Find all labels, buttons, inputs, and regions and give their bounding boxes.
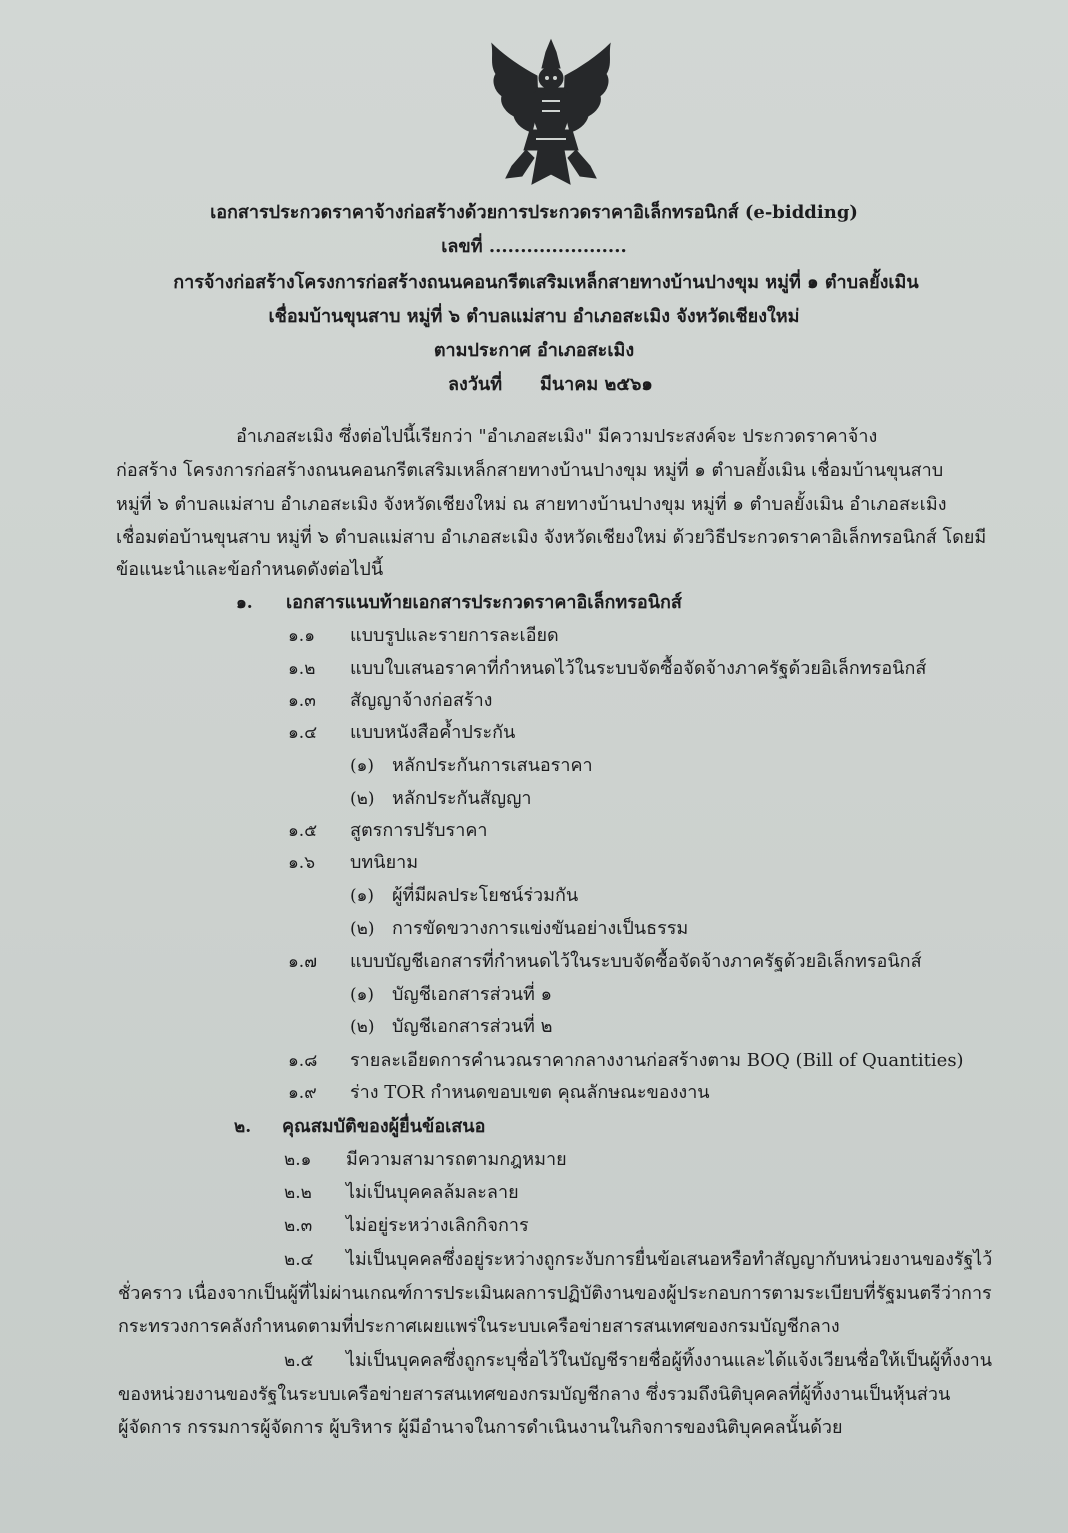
item-number: ๑.๘ [288,1051,318,1071]
subitem-text: ผู้ที่มีผลประโยชน์ร่วมกัน [392,885,579,906]
item-continuation: ผู้จัดการ กรรมการผู้จัดการ ผู้บริหาร ผู้มีอำนาจในการดำเนินงานในกิจการของนิติบุคคลนั้นด้วย [118,1417,843,1438]
subitem-text: หลักประกันการเสนอราคา [392,755,593,776]
subitem-text: การขัดขวางการแข่งขันอย่างเป็นธรรม [392,918,689,939]
item-text: ไม่เป็นบุคคลซึ่งถูกระบุชื่อไว้ในบัญชีรายชื่อผู้ทิ้งงานและได้แจ้งเวียนชื่อให้เป็นผู้ทิ้งงาน [346,1350,992,1371]
intro-line-5: ข้อแนะนำและข้อกำหนดดังต่อไปนี้ [116,559,384,580]
garuda-emblem-icon [482,38,620,190]
item-text: แบบใบเสนอราคาที่กำหนดไว้ในระบบจัดซื้อจัดจ้างภาครัฐด้วยอิเล็กทรอนิกส์ [350,658,927,679]
subitem-number: (๒) [350,1017,375,1037]
intro-line-2: ก่อสร้าง โครงการก่อสร้างถนนคอนกรีตเสริมเหล็กสายทางบ้านปางขุม หมู่ที่ ๑ ตำบลยั้งเมิน เชื่อมบ้านขุนสาบ [116,460,944,481]
item-text: ไม่เป็นบุคคลซึ่งอยู่ระหว่างถูกระงับการยื่นข้อเสนอหรือทำสัญญากับหน่วยงานของรัฐไว้ [346,1249,993,1270]
project-title-line-1: การจ้างก่อสร้างโครงการก่อสร้างถนนคอนกรีตเสริมเหล็กสายทางบ้านปางขุม หมู่ที่ ๑ ตำบลยั้งเมิน [173,272,919,293]
subitem-number: (๒) [350,789,375,809]
item-continuation: ของหน่วยงานของรัฐในระบบเครือข่ายสารสนเทศของกรมบัญชีกลาง ซึ่งรวมถึงนิติบุคคลที่ผู้ทิ้งงานเป็นหุ้นส่วน [118,1384,951,1405]
section-2-number: ๒. [234,1117,252,1137]
intro-line-4: เชื่อมต่อบ้านขุนสาบ หมู่ที่ ๖ ตำบลแม่สาบ อำเภอสะเมิง จังหวัดเชียงใหม่ ด้วยวิธีประกวดราคาอิเล็กทรอนิกส์ โดยมี [116,527,987,548]
item-text: ร่าง TOR กำหนดขอบเขต คุณลักษณะของงาน [350,1082,710,1103]
item-number: ๑.๗ [288,952,317,972]
item-number: ๑.๔ [288,723,318,743]
item-number: ๒.๕ [284,1351,314,1371]
date-label: ลงวันที่ [448,374,503,395]
subitem-text: บัญชีเอกสารส่วนที่ ๑ [392,984,553,1005]
document-title: เอกสารประกวดราคาจ้างก่อสร้างด้วยการประกวดราคาอิเล็กทรอนิกส์ (e-bidding) [210,202,858,223]
subitem-number: (๒) [350,919,375,939]
section-2-title: คุณสมบัติของผู้ยื่นข้อเสนอ [282,1116,486,1137]
intro-line-1: อำเภอสะเมิง ซึ่งต่อไปนี้เรียกว่า "อำเภอสะเมิง" มีความประสงค์จะ ประกวดราคาจ้าง [236,426,878,447]
item-text: แบบหนังสือค้ำประกัน [350,722,516,743]
item-number: ๑.๖ [288,853,315,873]
item-text: รายละเอียดการคำนวณราคากลางงานก่อสร้างตาม BOQ (Bill of Quantities) [350,1050,964,1071]
item-text: บทนิยาม [350,852,419,873]
subitem-text: หลักประกันสัญญา [392,788,532,809]
subitem-text: บัญชีเอกสารส่วนที่ ๒ [392,1016,553,1037]
date-value: มีนาคม ๒๕๖๑ [540,374,653,395]
item-number: ๑.๒ [288,659,316,679]
section-1-title: เอกสารแนบท้ายเอกสารประกวดราคาอิเล็กทรอนิกส์ [286,592,682,613]
item-text: มีความสามารถตามกฎหมาย [346,1149,567,1170]
item-text: ไม่อยู่ระหว่างเลิกกิจการ [346,1215,529,1236]
item-number: ๑.๑ [288,626,315,646]
item-number: ๒.๒ [284,1183,312,1203]
section-1-number: ๑. [236,593,253,613]
item-continuation: ชั่วคราว เนื่องจากเป็นผู้ที่ไม่ผ่านเกณฑ์การประเมินผลการปฏิบัติงานของผู้ประกอบการตามระเบียบที่รัฐมนตรีว่าการ [118,1283,992,1304]
intro-line-3: หมู่ที่ ๖ ตำบลแม่สาบ อำเภอสะเมิง จังหวัดเชียงใหม่ ณ สายทางบ้านปางขุม หมู่ที่ ๑ ตำบลยั้งเมิน อำเภอสะเมิง [116,494,947,515]
announcement-line: ตามประกาศ อำเภอสะเมิง [433,340,635,361]
item-number: ๒.๑ [284,1150,312,1170]
subitem-number: (๑) [350,985,375,1005]
item-number: ๑.๓ [288,691,316,711]
item-text: ไม่เป็นบุคคลล้มละลาย [346,1182,519,1203]
item-text: แบบบัญชีเอกสารที่กำหนดไว้ในระบบจัดซื้อจัดจ้างภาครัฐด้วยอิเล็กทรอนิกส์ [350,951,922,972]
item-number: ๒.๔ [284,1250,314,1270]
item-number: ๒.๓ [284,1216,313,1236]
item-continuation: กระทรวงการคลังกำหนดตามที่ประกาศเผยแพร่ในระบบเครือข่ายสารสนเทศของกรมบัญชีกลาง [118,1316,840,1337]
item-text: สัญญาจ้างก่อสร้าง [350,690,493,711]
item-text: แบบรูปและรายการละเอียด [350,625,559,646]
item-number: ๑.๙ [288,1083,317,1103]
subitem-number: (๑) [350,886,375,906]
subitem-number: (๑) [350,756,375,776]
item-text: สูตรการปรับราคา [350,820,488,841]
project-title-line-2: เชื่อมบ้านขุนสาบ หมู่ที่ ๖ ตำบลแม่สาบ อำเภอสะเมิง จังหวัดเชียงใหม่ [268,306,800,327]
item-number: ๑.๕ [288,821,318,841]
document-number: เลขที่ ...................... [441,236,627,257]
